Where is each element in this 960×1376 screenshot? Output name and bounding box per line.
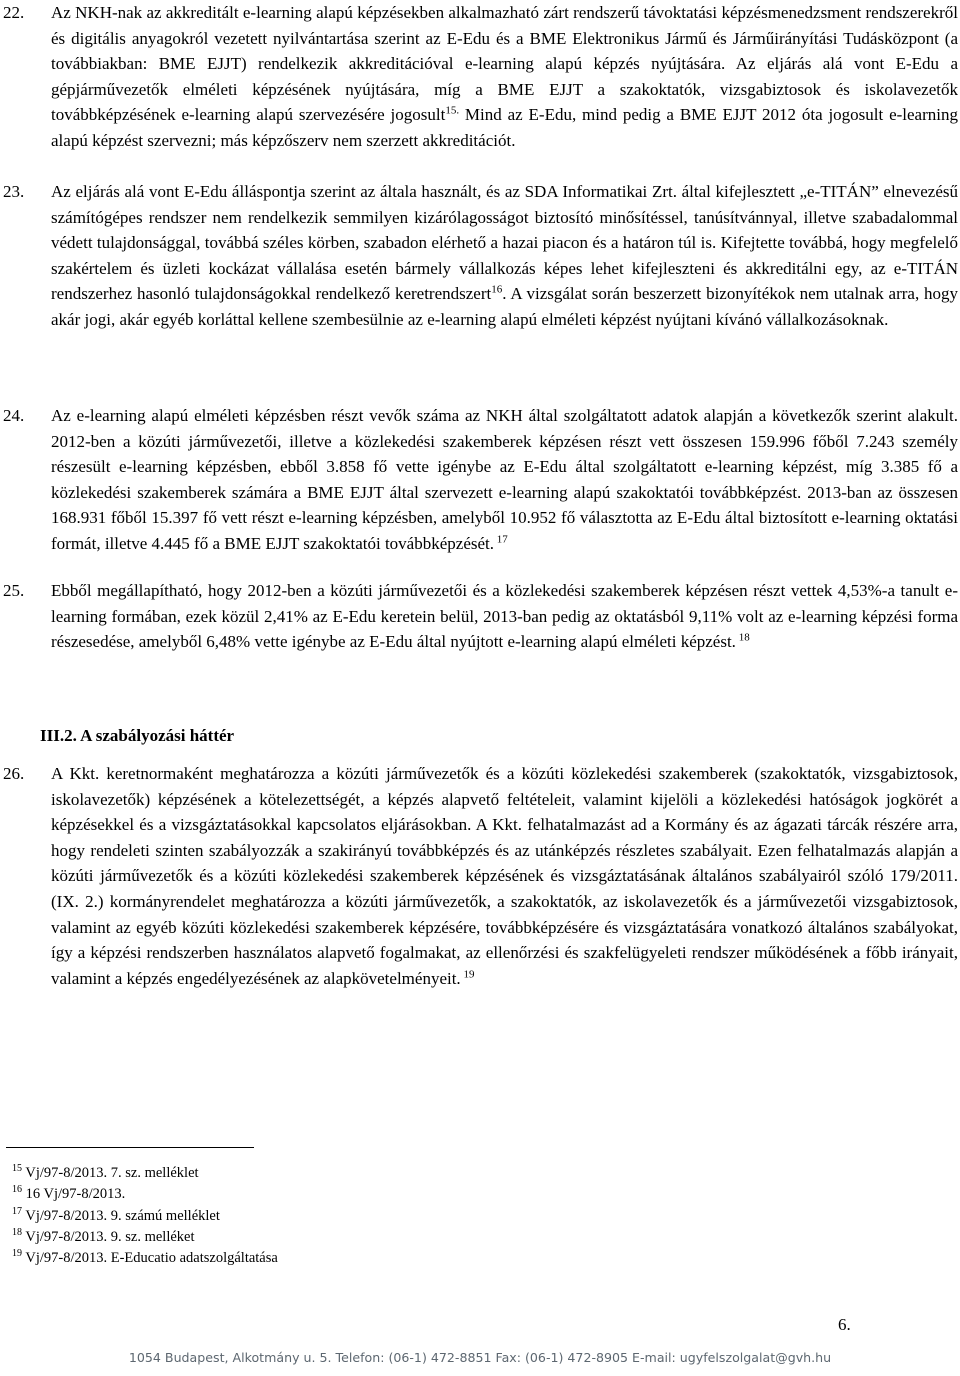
paragraph-text: Az NKH-nak az akkreditált e-learning alapú képzésekben alkalmazható zárt rendszerű távoktatási képzésmenedzsment rendszerekről és digitális anyagokról vezetett nyilvántartása szerint az E-Edu és a BME Elektronikus Jármű és Járműirányítási Tudásközpont (a továbbiakban: BME EJJT) rendelkezik akkreditációval e-learning alapú képzés nyújtására. Az eljárás alá vont E-Edu a gépjárművezetők elméleti képzésének nyújtására, míg a BME EJJT a szakoktatók, vizsgabiztosok és iskolavezetők továbbképzésének e-learning alapú szervezésére jogosult$^{15.}$ Mind az E-Edu, mind pedig a BME EJJT 2012 óta jogosult e-learning alapú képzést szervezni; más képzőszerv nem szerzett akkreditációt. bbox=[51, 3, 958, 150]
paragraph-number: 22. bbox=[3, 3, 25, 22]
footnote-16 bbox=[12, 1184, 278, 1205]
paragraph-number: 25. bbox=[3, 581, 25, 600]
footnote-text: Vj/97-8/2013. 7. sz. melléklet bbox=[22, 1165, 199, 1181]
footnote-number: 15 bbox=[12, 1163, 22, 1175]
footnote-text: Vj/97-8/2013. E-Educatio adatszolgáltatása bbox=[22, 1250, 278, 1267]
paragraph-number: 26. bbox=[3, 764, 25, 783]
paragraph-text: Az eljárás alá vont E-Edu álláspontja szerint az általa használt, és az SDA Informatikai Zrt. által kifejlesztett „e-TITÁN” elnevezésű számítógépes rendszer nem rendelkezik semmilyen kizárólagosságot biztosító minősítéssel, tanúsítvánnyal, illetve szabadalommal védett tulajdonsággal, továbbá széles körben, szabadon elérhető a hazai piacon és a határon túl is. Kifejtette továbbá, hogy megfelelő szakértelem és üzleti kockázat vállalása esetén bármely vállalkozás képes lehet kifejleszteni és akkreditálni egy, az e-TITÁN rendszerhez hasonló tulajdonságokkal rendelkező keretrendszert$^{16}$. A vizsgálat során beszerzett bizonyítékok nem utalnak arra, hogy akár jogi, akár egyéb korláttal kellene szembesülnie az e-learning alapú elméleti képzést nyújtani kívánó vállalkozásoknak. bbox=[51, 182, 958, 329]
paragraph-text: Az e-learning alapú elméleti képzésben részt vevők száma az NKH által szolgáltatott adatok alapján a következők szerint alakult. 2012-ben a közúti járművezetői, illetve a közlekedési szakemberek képzésen részt vett összesen 159.996 főből 7.243 személy részesült e-learning képzésben, ebből 3.858 fő vette igénybe az E-Edu által szolgáltatott e-learning képzést, míg 3.385 fő a közlekedési szakemberek számára a BME EJJT által szervezett e-learning alapú szakoktatói továbbképzést. 2013-ban az összesen 168.931 főből 15.397 fő vett részt e-learning képzésben, amelyből 10.952 fő választotta az E-Edu által biztosított e-learning oktatási formát, illetve 4.445 fő a BME EJJT szakoktatói továbbképzését. $^{17}$ bbox=[51, 406, 958, 553]
footnote-number: 17 bbox=[12, 1205, 22, 1217]
footnote-text: Vj/97-8/2013. 9. számú melléklet bbox=[22, 1207, 220, 1224]
footnote-separator bbox=[6, 1147, 254, 1148]
paragraph-number: 24. bbox=[3, 406, 25, 425]
footnote-18 bbox=[12, 1227, 278, 1248]
footnote-19 bbox=[12, 1248, 278, 1269]
footnotes bbox=[12, 1163, 278, 1269]
footnote-17 bbox=[12, 1206, 278, 1227]
paragraph-text: A Kkt. keretnormaként meghatározza a közúti járművezetők és a közúti közlekedési szakemberek (szakoktatók, vizsgabiztosok, iskolavezetők) képzésének a kötelezettségét, a képzés alapvető feltételeit, valamint kijelöli a közlekedési hatóságok jogkörét a képzésekkel és a vizsgáztatásokkal kapcsolatos eljárásokban. A Kkt. felhatalmazást ad a Kormány és az ágazati tárcák részére arra, hogy rendeleti szinten szabályozzák a szakirányú továbbképzés és az utánképzés részletes szabályait. Ezen felhatalmazás alapján a közúti járművezetők és a közúti közlekedési szakemberek képzésének és vizsgáztatásának általános szabályairól szóló 179/2011. (IX. 2.) kormányrendelet meghatározza a közúti járművezetők, a szakoktatók, az iskolavezetők és a járművezetői vizsgabiztosok, valamint az egyéb közúti közlekedési szakemberek képzésére, továbbképzésére és vizsgáztatására vonatkozó általános szabályokat, így a képzési rendszerben használatos alapvető fogalmakat, az ellenőrzési és szakfelügyeleti rendszer működésének a főbb irányait, valamint a képzés engedélyezésének az alapkövetelményeit. $^{19}$ bbox=[51, 764, 958, 988]
paragraph-text: Ebből megállapítható, hogy 2012-ben a közúti járművezetői és a közlekedési szakemberek képzésen részt vettek 4,53%-a tanult e-learning formában, ezek közül 2,41% az E-Edu keretein belül, 2013-ban pedig az oktatásból 9,11% volt az e-learning képzési forma részesedése, amelyből 6,48% vette igénybe az E-Edu által nyújtott e-learning alapú elméleti képzést. $^{18}$ bbox=[51, 581, 958, 652]
footnote-number: 19 bbox=[12, 1248, 22, 1260]
footnote-15 bbox=[12, 1163, 278, 1184]
section-heading: III.2. A szabályozási háttér bbox=[40, 726, 235, 745]
footnote-number: 16 bbox=[12, 1184, 22, 1196]
page-footer: 1054 Budapest, Alkotmány u. 5. Telefon: (06-1) 472-8851 Fax: (06-1) 472-8905 E-mail: ugyfelszolgalat@gvh.hu bbox=[128, 1350, 832, 1365]
page-number: 6. bbox=[838, 1315, 851, 1334]
footnote-text: Vj/97-8/2013. 9. sz. melléket bbox=[22, 1228, 195, 1245]
footnote-text: 16 Vj/97-8/2013. bbox=[22, 1186, 126, 1203]
footnote-number: 18 bbox=[12, 1227, 22, 1239]
paragraph-number: 23. bbox=[3, 182, 25, 201]
